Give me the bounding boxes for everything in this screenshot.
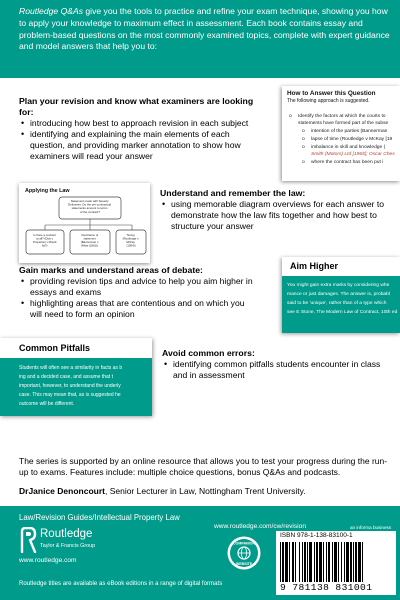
barcode-bar: [326, 542, 327, 582]
barcode-bar: [309, 542, 312, 582]
informa-tagline: an informa business: [350, 525, 392, 530]
aim-higher-title: Aim Higher: [290, 261, 339, 271]
barcode-bar: [323, 542, 324, 582]
pitfall-line: case. This may mean that, as is suggested he: [19, 392, 121, 398]
diagram-top-text: Statement made with Speedy Deliveries: Do the pre-contractual statements amount to terms of the contract?: [68, 199, 112, 214]
answer-line: where the contract has been put i: [311, 160, 384, 165]
plan-section: [19, 96, 263, 162]
aim-line: see E Stone, The Modern Law of Contract, 10th ed: [287, 310, 398, 315]
ebook-note: Routledge titles are available as eBook editions in a range of digital formats: [19, 580, 223, 587]
gain-bullet: • highlighting areas that are contentious and on which you will need to form an opinion: [19, 298, 253, 320]
how-to-answer-subtitle: The following approach is suggested.: [287, 98, 370, 104]
gain-bullet: • providing revision tips and advice to help you aim higher in essays and exams: [19, 276, 253, 298]
svg-text:Is there a contract at a: Is there a contract at all? (Dick v Properties v Mould Itd?) Importance of statement (Bannerman v White (1861)) Timing (Routledge v McKay (1954)): [32, 233, 139, 248]
barcode-bar: [355, 542, 357, 582]
plan-bullet: • introducing how best to approach revision in each subject: [19, 118, 263, 129]
avoid-heading: Avoid common errors:: [162, 348, 255, 358]
routledge-logo-icon: [19, 527, 37, 553]
avoid-bullet: • identifying common pitfalls students encounter in class and in assessment: [162, 359, 392, 381]
pitfall-line: ing and a decided case, and assume that t: [19, 374, 113, 380]
aim-line: mance or just damages. The answer is, probabl: [287, 292, 390, 297]
plan-heading: Plan your revision and know what examiners are looking for:: [19, 96, 254, 117]
badge-top-text: COMPANION: [232, 541, 256, 546]
intro-paragraph: [19, 6, 391, 53]
badge-bottom-text: WEBSITE: [235, 562, 253, 566]
companion-website-badge-icon: [226, 535, 262, 571]
subject-category: Law/Revision Guides/Intellectual Property Law: [19, 513, 180, 522]
isbn-number: ISBN 978-1-138-83100-1: [280, 532, 353, 539]
answer-line: Smith (Motors) Ltd [1965]; Oscar Ches: [311, 152, 395, 157]
endorser-name: DrJanice Denoncourt: [19, 486, 105, 496]
barcode-bar: [282, 542, 284, 582]
endorser-role: , Senior Lecturer in Law, Nottingham Trent University.: [104, 486, 306, 496]
barcode-bar: [304, 542, 306, 582]
common-pitfalls-title: Common Pitfalls: [19, 343, 91, 353]
pitfall-line: outcome will be different.: [19, 401, 75, 407]
list-marker: o: [302, 145, 305, 150]
barcode-bar: [358, 542, 361, 582]
law-diagram: [19, 183, 150, 263]
understand-heading: Understand and remember the law:: [160, 188, 306, 198]
barcode-bar: [334, 542, 337, 582]
series-description: The series is supported by an online resource that allows you to test your progress during the run-up to exams. Features include: multiple choice questions, bonus Q&As and podcasts.: [19, 456, 388, 478]
publisher-url-link[interactable]: www.routledge.com: [19, 557, 77, 564]
barcode-bar: [302, 542, 303, 582]
aim-higher-card: [282, 257, 400, 333]
barcode-bar: [280, 542, 281, 582]
applying-the-law-card: [19, 183, 150, 263]
list-marker: o: [302, 160, 305, 165]
barcode-bar: [344, 542, 345, 582]
how-to-answer-card: [282, 86, 400, 181]
answer-line: lapse of time (Routledge v McKay [19: [311, 137, 393, 142]
barcode-bar: [350, 542, 352, 582]
list-marker: o: [302, 129, 305, 134]
barcode-bar: [353, 542, 354, 582]
intro-text: give you the tools to practice and refine your exam technique, showing you how to apply your knowledge to maximum effect in assessment. Each book contains essay and problem-based questions on the most commonly examined topics, complete with expert guidance and model answers that help you to:: [19, 6, 390, 52]
gain-heading: Gain marks and understand areas of debate:: [19, 265, 203, 275]
avoid-section: [162, 348, 392, 381]
barcode-bar: [307, 542, 308, 582]
barcode-bar: [316, 542, 318, 582]
barcode-bar: [346, 542, 349, 582]
answer-line: intention of the parties (Bannerman: [311, 129, 388, 134]
plan-bullet: • identifying and explaining the main elements of each question, and providing marker annotation to show how examiners will read your answer: [19, 129, 263, 162]
publisher-group: Taylor & Francis Group: [40, 543, 96, 549]
barcode-bar: [292, 542, 294, 582]
how-to-answer-title: How to Answer this Question: [287, 90, 376, 97]
endorsement: [19, 486, 391, 497]
barcode-bar: [338, 542, 339, 582]
aim-line: said to be 'unique', rather than of a type which: [287, 301, 387, 306]
understand-bullet: • using memorable diagram overviews for each answer to demonstrate how the law fits together and how best to structure your answer: [160, 199, 392, 232]
barcode-bar: [299, 542, 300, 582]
publisher-name: Routledge: [40, 528, 93, 540]
barcode-bar: [295, 542, 296, 582]
barcode-bar: [314, 542, 315, 582]
answer-line: imbalance in skill and knowledge (: [311, 145, 386, 150]
barcode-bar: [285, 542, 288, 582]
barcode-icon: [280, 542, 392, 584]
list-marker: o: [302, 137, 305, 142]
barcode-bar: [319, 542, 322, 582]
answer-line: Identify the factors at which the courts to: [298, 114, 386, 119]
answer-line: statements have formed part of the subse: [298, 121, 389, 126]
understand-section: [160, 188, 392, 232]
barcode-bar: [332, 542, 333, 582]
barcode-digits: 9 781138 831001: [280, 582, 373, 593]
revision-url-link[interactable]: www.routledge.com/cw/revision: [214, 523, 306, 530]
barcode-panel: [276, 531, 396, 595]
barcode-bar: [328, 542, 330, 582]
series-brand: Routledge Q&As: [19, 6, 84, 16]
barcode-bar: [362, 542, 363, 582]
pitfall-line: Students will often see a similarity in facts as b: [19, 365, 123, 371]
aim-line: You might gain extra marks by considering whe: [287, 283, 390, 288]
gain-section: [19, 265, 253, 320]
list-marker: o: [289, 114, 292, 119]
pitfall-line: important, however, to understand the underly: [19, 383, 121, 389]
barcode-bar: [341, 542, 342, 582]
applying-the-law-title: Applying the Law: [25, 188, 70, 194]
barcode-bar: [289, 542, 290, 582]
common-pitfalls-card: [0, 338, 152, 416]
